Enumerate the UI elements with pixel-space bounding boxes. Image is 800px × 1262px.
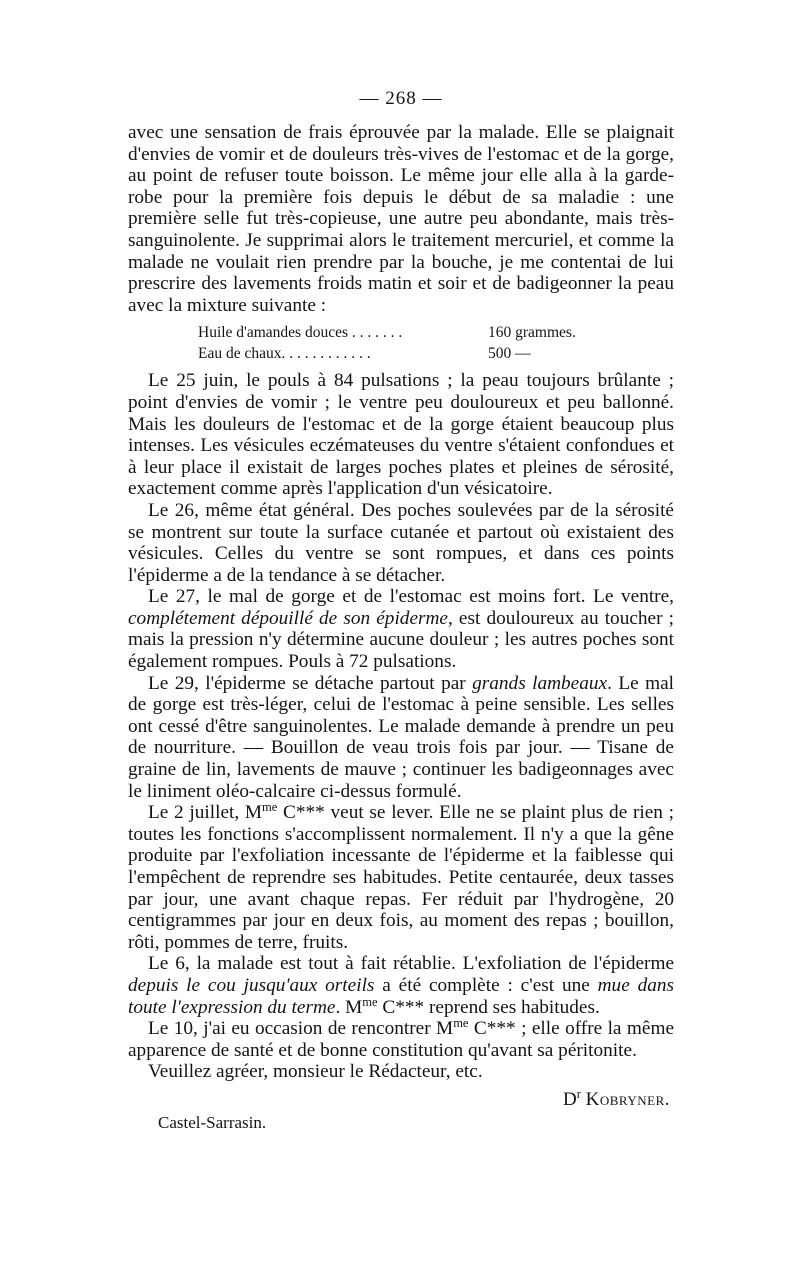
document-body [128,122,674,1083]
signature-block [128,1089,674,1141]
paragraph-27 [128,586,674,672]
text-run: Le 2 juillet, M [148,802,263,824]
closing-formula: Veuillez agréer, monsieur le Rédacteur, etc. [148,1061,483,1083]
emphasis: complétement dépouillé de son épiderme [128,607,448,629]
paragraph-25-juin: Le 25 juin, le pouls à 84 pulsations ; la peau toujours brûlante ; point d'envies de vomir ; le ventre peu douloureux et peu ballonné. Mais les douleurs de l'estomac et de la gorge étaient beaucoup plus intenses. Les vésicules eczémateuses du ventre s'étaient confondues et à leur place il existait de larges poches plates et pleines de sérosité, exactement comme après l'application d'un vésicatoire. [128,370,674,500]
text-run: Le 10, j'ai eu occasion de rencontrer M [148,1018,454,1040]
text-run: C*** reprend ses habitudes. [377,996,600,1018]
superscript: me [362,994,378,1009]
recipe-ingredient: Eau de chaux. . . . . . . . . . . . [198,345,371,363]
page [128,88,674,1141]
paragraph-2-juillet [128,802,674,953]
text-run: a été complète : c'est une [374,974,598,996]
superscript: r [576,1087,581,1102]
text-run: . Le mal de gorge est très-léger, celui de l'estomac à peine sensible. Les selles ont cessé d'être sanguinolentes. Le malade demande à prendre un peu de nourriture. — Bouillon de veau trois fois par jour. — Tisane de graine de lin, lavements de mauve ; continuer les badigeonnages avec le liniment oléo-calcaire ci-dessus formulé. [128,672,674,802]
text-run: , est douloureux au toucher ; mais la pression n'y détermine aucune douleur ; les autres poches sont également rompues. Pouls à 72 pulsations. [128,607,674,673]
recipe-table [198,322,674,364]
paragraph-10 [128,1018,674,1061]
text-run: C*** veut se lever. Elle ne se plaint plus de rien ; toutes les fonctions s'accomplissent normalement. Il n'y a que la gêne produite par l'exfoliation incessante de l'épiderme et la faiblesse qui l'empêchent de reprendre ses habitudes. Petite centaurée, deux tasses par jour, une avant chaque repas. Fer réduit par l'hydrogène, 20 centigrammes par jour en deux fois, au moment des repas ; bouillon, rôti, pommes de terre, fruits. [128,802,674,953]
text-run: C*** ; elle offre la même apparence de santé et de bonne constitution qu'avant sa péritonite. [128,1018,674,1061]
paragraph-6 [128,953,674,1018]
recipe-quantity: 160 grammes. [488,324,576,342]
page-number: — 268 — [359,88,443,109]
recipe-row [198,343,674,364]
superscript: me [262,800,278,815]
recipe-row [198,322,674,343]
text-run: Le 29, l'épiderme se détache partout par [148,672,473,694]
place-name: Castel-Sarrasin. [158,1112,267,1132]
signature [563,1089,670,1111]
emphasis: mue dans toute l'expression du terme [128,974,675,1018]
title-dr: D [563,1088,577,1110]
text-run: Le 6, la malade est tout à fait rétablie. L'exfoliation de l'épiderme [148,953,674,975]
paragraph-intro: avec une sensation de frais éprouvée par la malade. Elle se plaignait d'envies de vomir et de douleurs très-vives de l'estomac et de la gorge, au point de refuser toute boisson. Le même jour elle alla à la garde-robe pour la première fois depuis le début de sa maladie : une première selle fut très-copieuse, une autre peu abondante, mais très-sanguinolente. Je supprimai alors le traitement mercuriel, et comme la malade ne voulait rien prendre par la bouche, je me contentai de lui prescrire des lavements froids matin et soir et de badigeonner la peau avec la mixture suivante : [128,122,674,316]
paragraph-29 [128,673,674,803]
text-run: . M [335,996,363,1018]
superscript: me [453,1016,469,1031]
recipe-ingredient: Huile d'amandes douces . . . . . . . [198,324,403,342]
author-name: Kobryner. [585,1088,670,1110]
recipe-quantity: 500 — [488,345,531,363]
emphasis: depuis le cou jusqu'aux orteils [128,974,375,996]
paragraph-26: Le 26, même état général. Des poches soulevées par de la sérosité se montrent sur toute la surface cutanée et partout où existaient des vésicules. Celles du ventre se sont rompues, et dans ces points l'épiderme a de la tendance à se détacher. [128,499,674,586]
emphasis: grands lambeaux [472,672,608,694]
text-run: Le 27, le mal de gorge et de l'estomac est moins fort. Le ventre, [148,586,674,608]
